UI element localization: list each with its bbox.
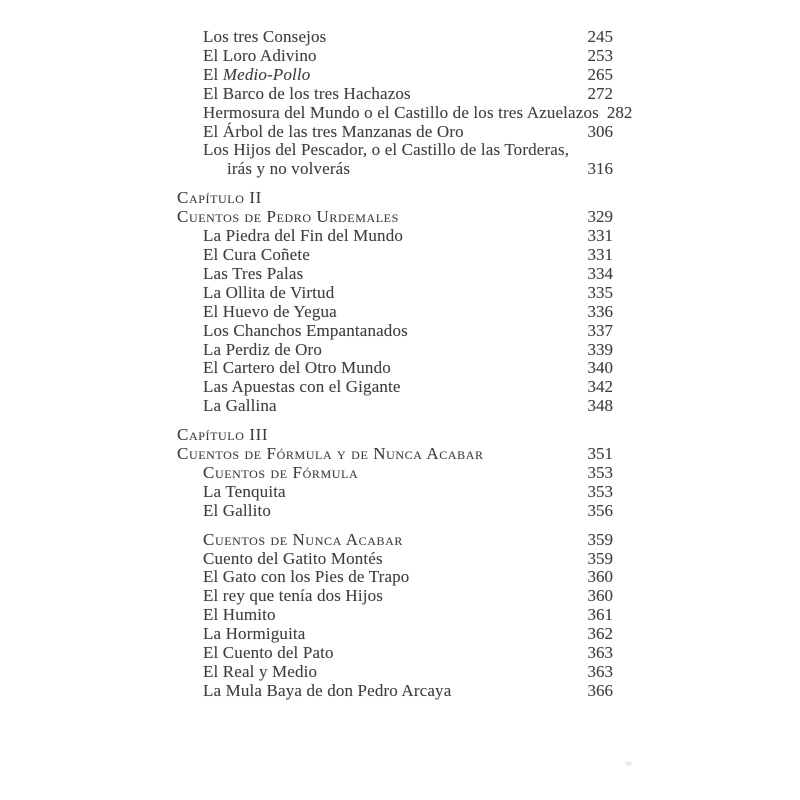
toc-entry-row (177, 663, 613, 682)
page-number: 334 (587, 263, 613, 283)
toc-entry-row (177, 85, 613, 104)
entry-title-segment: La Gallina (203, 396, 277, 416)
entry-title-segment: Los Hijos del Pescador, o el Castillo de las Torderas, (203, 140, 570, 160)
entry-title-segment: El Barco de los tres Hachazos (203, 83, 411, 103)
toc-entry-row (177, 160, 613, 179)
page-number: 331 (587, 244, 613, 264)
entry-title-segment: Las Tres Palas (203, 263, 304, 283)
page-number: 306 (587, 121, 613, 141)
toc (177, 27, 633, 701)
toc-entry-row (177, 550, 613, 569)
entry-title-segment: Los Chanchos Empantanados (203, 320, 408, 340)
page-number: 348 (587, 396, 613, 416)
toc-entry-row (177, 397, 613, 416)
page-number: 353 (587, 462, 613, 482)
page-number: 340 (587, 358, 613, 378)
entry-title (177, 531, 403, 550)
entry-title-segment: El Cura Coñete (203, 244, 310, 264)
entry-title-segment: El rey que tenía dos Hijos (203, 586, 384, 606)
entry-title-segment: Hermosura del Mundo o el Castillo de los tres Azuelazos (203, 102, 599, 122)
entry-title-italic-segment: Medio-Pollo (222, 64, 311, 84)
entry-title (177, 682, 451, 701)
entry-title (177, 445, 484, 464)
toc-entry-row (177, 227, 613, 246)
entry-title (177, 587, 383, 606)
page-number: 351 (587, 444, 613, 464)
entry-title (177, 464, 358, 483)
toc-entry-row (177, 102, 633, 123)
entry-title (177, 663, 317, 682)
entry-title (177, 123, 464, 142)
entry-title (177, 322, 408, 341)
page-number: 339 (587, 339, 613, 359)
entry-title (177, 47, 317, 66)
entry-title (177, 104, 599, 123)
page-number: 359 (587, 548, 613, 568)
toc-entry-row (177, 47, 613, 66)
entry-title (177, 359, 391, 378)
entry-title-segment: El (203, 64, 223, 84)
chapter-heading-row (177, 426, 613, 445)
toc-entry-row (177, 606, 613, 625)
entry-title-segment: Capítulo III (177, 425, 269, 445)
entry-title (177, 284, 334, 303)
entry-title (177, 303, 337, 322)
toc-entry-row (177, 378, 613, 397)
toc-entry-row (177, 28, 613, 47)
entry-title (177, 208, 399, 227)
entry-title-segment: El Humito (203, 605, 276, 625)
entry-title (177, 227, 403, 246)
entry-title (177, 606, 276, 625)
entry-title-segment: La Mula Baya de don Pedro Arcaya (203, 680, 452, 700)
chapter-heading-row (177, 189, 613, 208)
toc-entry-row (177, 644, 613, 663)
page-number: 272 (587, 83, 613, 103)
entry-title-segment: El Árbol de las tres Manzanas de Oro (203, 121, 464, 141)
toc-entry-row (177, 322, 613, 341)
toc-entry-row (177, 246, 613, 265)
toc-entry-row (177, 284, 613, 303)
page-number: 331 (587, 226, 613, 246)
entry-title-segment: Cuentos de Pedro Urdemales (177, 207, 399, 227)
page-number: 282 (606, 102, 633, 122)
page-number: 245 (587, 27, 613, 46)
entry-title (177, 85, 411, 104)
entry-title (177, 66, 310, 85)
entry-title-segment: Cuentos de Fórmula (203, 462, 359, 482)
toc-entry-row (177, 123, 613, 142)
entry-title-segment: Cuentos de Nunca Acabar (203, 529, 403, 549)
entry-title-segment: La Perdiz de Oro (203, 339, 322, 359)
entry-title (177, 28, 326, 47)
toc-entry-row (177, 359, 613, 378)
chapter-heading-row (177, 208, 613, 227)
subheading-row (177, 464, 613, 483)
toc-entry-row (177, 141, 613, 160)
entry-title (177, 246, 310, 265)
entry-title (177, 483, 286, 502)
entry-title (177, 265, 303, 284)
subheading-row (177, 531, 613, 550)
entry-title-segment: Las Apuestas con el Gigante (203, 377, 401, 397)
page-number: 360 (587, 567, 613, 587)
entry-title (177, 378, 401, 397)
entry-title-segment: La Piedra del Fin del Mundo (203, 226, 403, 246)
toc-entry-row (177, 303, 613, 322)
entry-title-segment: La Hormiguita (203, 624, 306, 644)
page-number: 366 (587, 680, 613, 700)
page-number: 363 (587, 662, 613, 681)
page-number: 359 (587, 529, 613, 549)
entry-title (177, 550, 383, 569)
page-number: 265 (587, 64, 613, 84)
toc-section-capitulo-2 (177, 189, 613, 416)
page-number: 356 (587, 500, 613, 520)
entry-title-segment: La Tenquita (203, 481, 286, 501)
page-number: 335 (587, 282, 613, 302)
entry-title-segment: Capítulo II (177, 188, 262, 208)
entry-title (177, 644, 334, 663)
entry-title (177, 568, 409, 587)
entry-title (177, 426, 268, 445)
toc-entry-row (177, 682, 613, 701)
toc-entry-row (177, 625, 613, 644)
entry-title-segment: Cuentos de Fórmula y de Nunca Acabar (177, 444, 484, 464)
toc-entry-row (177, 587, 613, 606)
entry-title-segment: El Gallito (203, 500, 272, 520)
entry-title (177, 625, 306, 644)
entry-title (177, 141, 569, 160)
toc-entry-row (177, 265, 613, 284)
entry-title-segment: Cuento del Gatito Montés (203, 548, 383, 568)
page-number: 353 (587, 481, 613, 501)
entry-title-segment: La Ollita de Virtud (203, 282, 335, 302)
entry-title (177, 502, 271, 521)
toc-entry-row (177, 502, 613, 521)
entry-title-segment: El Cartero del Otro Mundo (203, 358, 391, 378)
page-number: 342 (587, 377, 613, 397)
toc-section-capitulo-3 (177, 426, 613, 521)
page-number: 362 (587, 624, 613, 644)
page-number: 361 (587, 605, 613, 625)
page-number: 337 (587, 320, 613, 340)
page-number: 360 (587, 586, 613, 606)
scan-artifact (625, 761, 632, 766)
entry-title-segment: El Cuento del Pato (203, 643, 334, 663)
entry-title-segment: El Huevo de Yegua (203, 301, 337, 321)
entry-title (177, 341, 322, 360)
page-number: 329 (587, 207, 613, 227)
toc-entry-row (177, 568, 613, 587)
toc-entry-row (177, 483, 613, 502)
entry-title-segment: El Gato con los Pies de Trapo (203, 567, 410, 587)
page-number: 336 (587, 301, 613, 321)
toc-section-cuentos-de-nunca-acabar (177, 531, 613, 701)
page-number: 316 (587, 159, 613, 179)
entry-title-segment: irás y no volverás (227, 159, 351, 179)
page-number: 363 (587, 643, 613, 663)
toc-section-chapter-1-continuation (177, 27, 633, 179)
entry-title (177, 189, 262, 208)
entry-title-segment: El Loro Adivino (203, 45, 317, 65)
toc-entry-row (177, 66, 613, 85)
toc-entry-row (177, 341, 613, 360)
page-number: 253 (587, 45, 613, 65)
entry-title-segment: El Real y Medio (203, 662, 318, 681)
entry-title (177, 160, 350, 179)
entry-title (177, 397, 277, 416)
entry-title-segment: Los tres Consejos (203, 27, 327, 46)
chapter-heading-row (177, 445, 613, 464)
